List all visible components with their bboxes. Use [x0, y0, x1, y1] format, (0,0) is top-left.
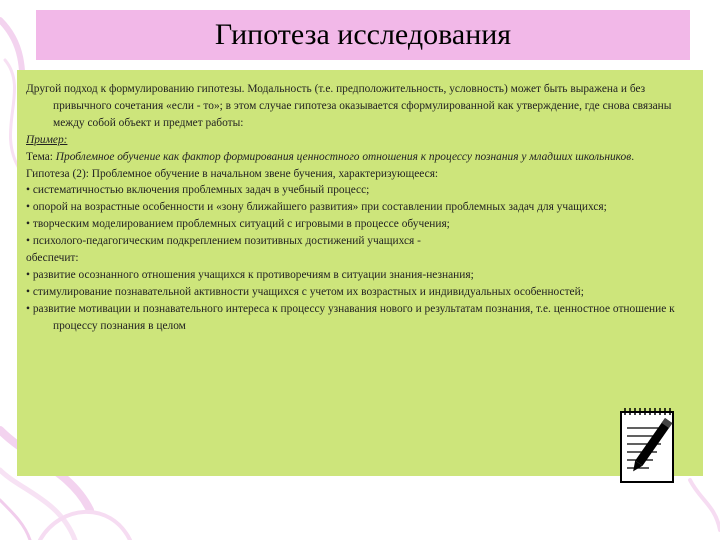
list-item: • опорой на возрастные особенности и «зону ближайшего развития» при составлении проблемных задач для учащихся;: [26, 201, 607, 214]
list-item: • стимулирование познавательной активности учащихся с учетом их возрастных и индивидуальных особенностей;: [26, 285, 584, 298]
theme-end: .: [631, 150, 635, 163]
list-item: • развитие мотивации и познавательного интереса к процессу узнавания нового и результатам познания, т.е. ценностное отношение к процессу познания в целом: [26, 302, 675, 332]
theme-text: Проблемное обучение как фактор формирования ценностного отношения к процессу познания у младших школьников: [55, 150, 632, 163]
notepad-pencil-icon: [603, 406, 695, 486]
provide-line: обеспечит:: [26, 252, 79, 265]
page-title: Гипотеза исследования: [214, 18, 512, 51]
list-item: • творческим моделированием проблемных ситуаций с игровыми в процессе обучения;: [26, 218, 450, 231]
list-item: • систематичностью включения проблемных задач в учебный процесс;: [26, 184, 370, 197]
list-item: • развитие осознанного отношения учащихся к противоречиям в ситуации знания-незнания;: [26, 268, 474, 281]
theme-label: Тема:: [26, 150, 53, 163]
content-panel: [17, 70, 703, 476]
theme-line: [26, 149, 697, 166]
intro-paragraph: Другой подход к формулированию гипотезы. Модальность (т.е. предположительность, условность) может быть выражена и без привычного сочетания «если - то»; в этом случае гипотеза оказывается сформулированной как утверждение, где снова связаны между собой объект и предмет работы:: [26, 83, 672, 129]
list-item: • психолого-педагогическим подкреплением позитивных достижений учащихся -: [26, 235, 421, 248]
example-label: Пример:: [26, 133, 68, 146]
title-bar: [36, 10, 690, 60]
hypothesis-line: Гипотеза (2): Проблемное обучение в начальном звене бучения, характеризующееся:: [26, 167, 439, 180]
